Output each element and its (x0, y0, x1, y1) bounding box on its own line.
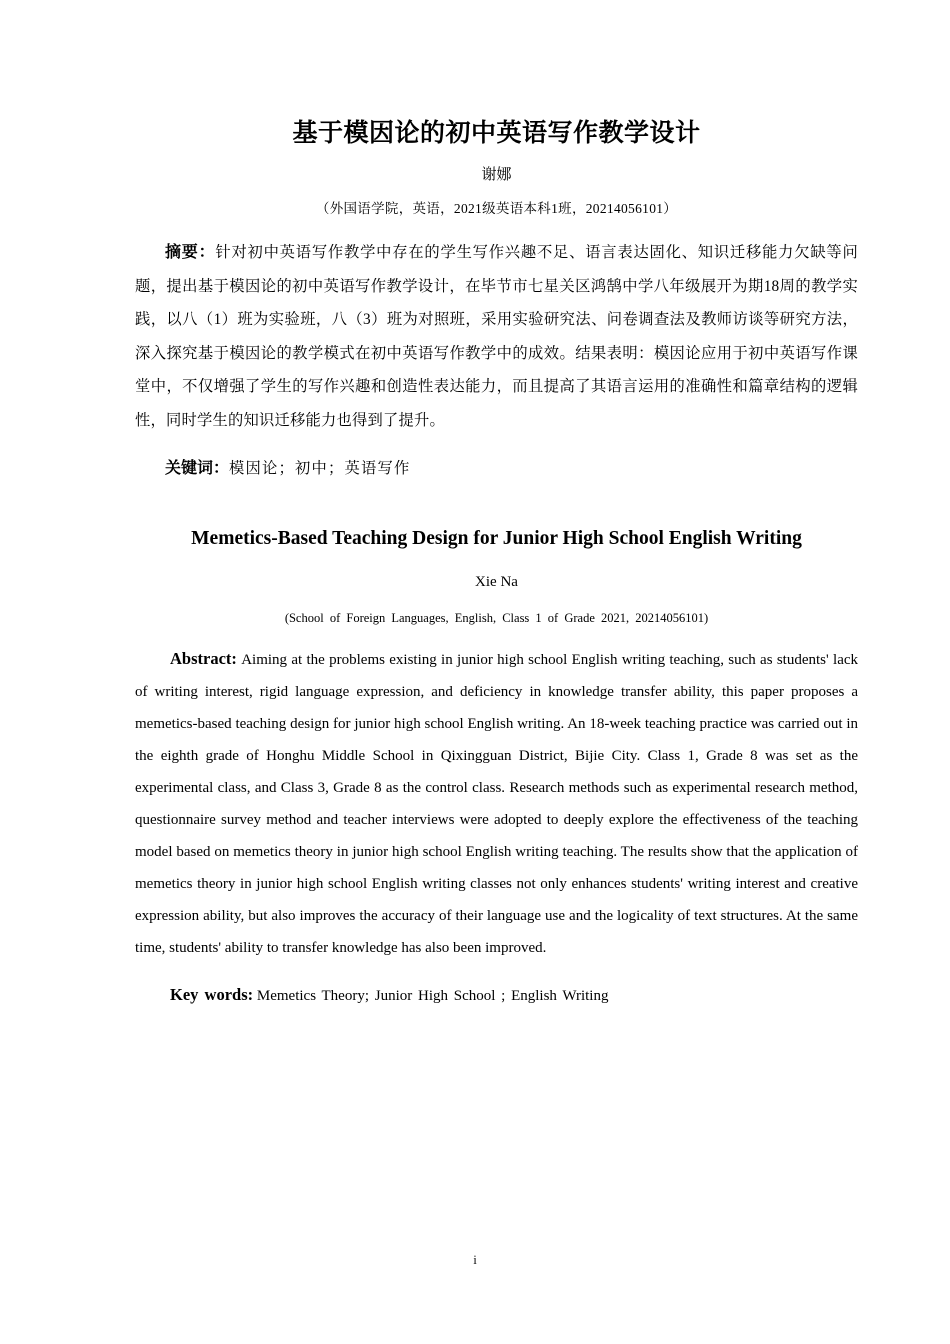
chinese-keywords-body: 模因论；初中；英语写作 (229, 460, 411, 478)
english-author: Xie Na (475, 573, 518, 590)
english-abstract-label: Abstract: (170, 648, 237, 668)
english-abstract-body: Aiming at the problems existing in junior high school English writing teaching, such as students' lack of writing interest, rigid language expression, and deficiency in knowledge transfer ability, this paper proposes a memetics-based teaching design for junior high school English writing. An 18-week teaching practice was carried out in the eighth grade of Honghu Middle School in Qixingguan District, Bijie City. Class 1, Grade 8 was set as the experimental class, and Class 3, Grade 8 as the control class. Research methods such as experimental research method, questionnaire survey method and teacher interviews were adopted to deeply explore the effectiveness of the teaching model based on memetics theory in junior high school English writing teaching. The results show that the application of memetics theory in junior high school English writing classes not only enhances students' writing interest and creative expression ability, but also improves the accuracy of their language use and the logicality of text structures. At the same time, students' ability to transfer knowledge has also been improved. (135, 651, 859, 956)
chinese-abstract-body: 针对初中英语写作教学中存在的学生写作兴趣不足、语言表达固化、知识迁移能力欠缺等问题，提出基于模因论的初中英语写作教学设计，在毕节市七星关区鸿鹄中学八年级展开为期18周的教学实践，以八（1）班为实验班，八（3）班为对照班，采用实验研究法、问卷调查法及教师访谈等研究方法，深入探究基于模因论的教学模式在初中英语写作教学中的成效。结果表明：模因论应用于初中英语写作课堂中，不仅增强了学生的写作兴趣和创造性表达能力，而且提高了其语言运用的准确性和篇章结构的逻辑性，同时学生的知识迁移能力也得到了提升。 (135, 244, 858, 429)
chinese-abstract (135, 236, 858, 437)
chinese-author: 谢娜 (481, 167, 512, 183)
chinese-affiliation: （外国语学院，英语，2021级英语本科1班，20214056101） (315, 200, 678, 216)
english-abstract (135, 643, 858, 964)
english-keywords-body: Memetics Theory; Junior High School ; English Writing (256, 987, 609, 1004)
page-number: i (473, 1252, 477, 1267)
english-keywords-label: Key words: (170, 984, 254, 1004)
chinese-keywords-label: 关键词： (165, 460, 230, 478)
english-keywords (135, 979, 858, 1012)
page-content (135, 0, 858, 1027)
english-title: Memetics-Based Teaching Design for Junior High School English Writing (191, 527, 802, 549)
english-affiliation: (School of Foreign Languages, English, Class 1 of Grade 2021, 20214056101) (284, 611, 709, 626)
chinese-abstract-label: 摘要： (165, 244, 216, 262)
chinese-title: 基于模因论的初中英语写作教学设计 (292, 119, 701, 147)
chinese-keywords (135, 452, 858, 486)
